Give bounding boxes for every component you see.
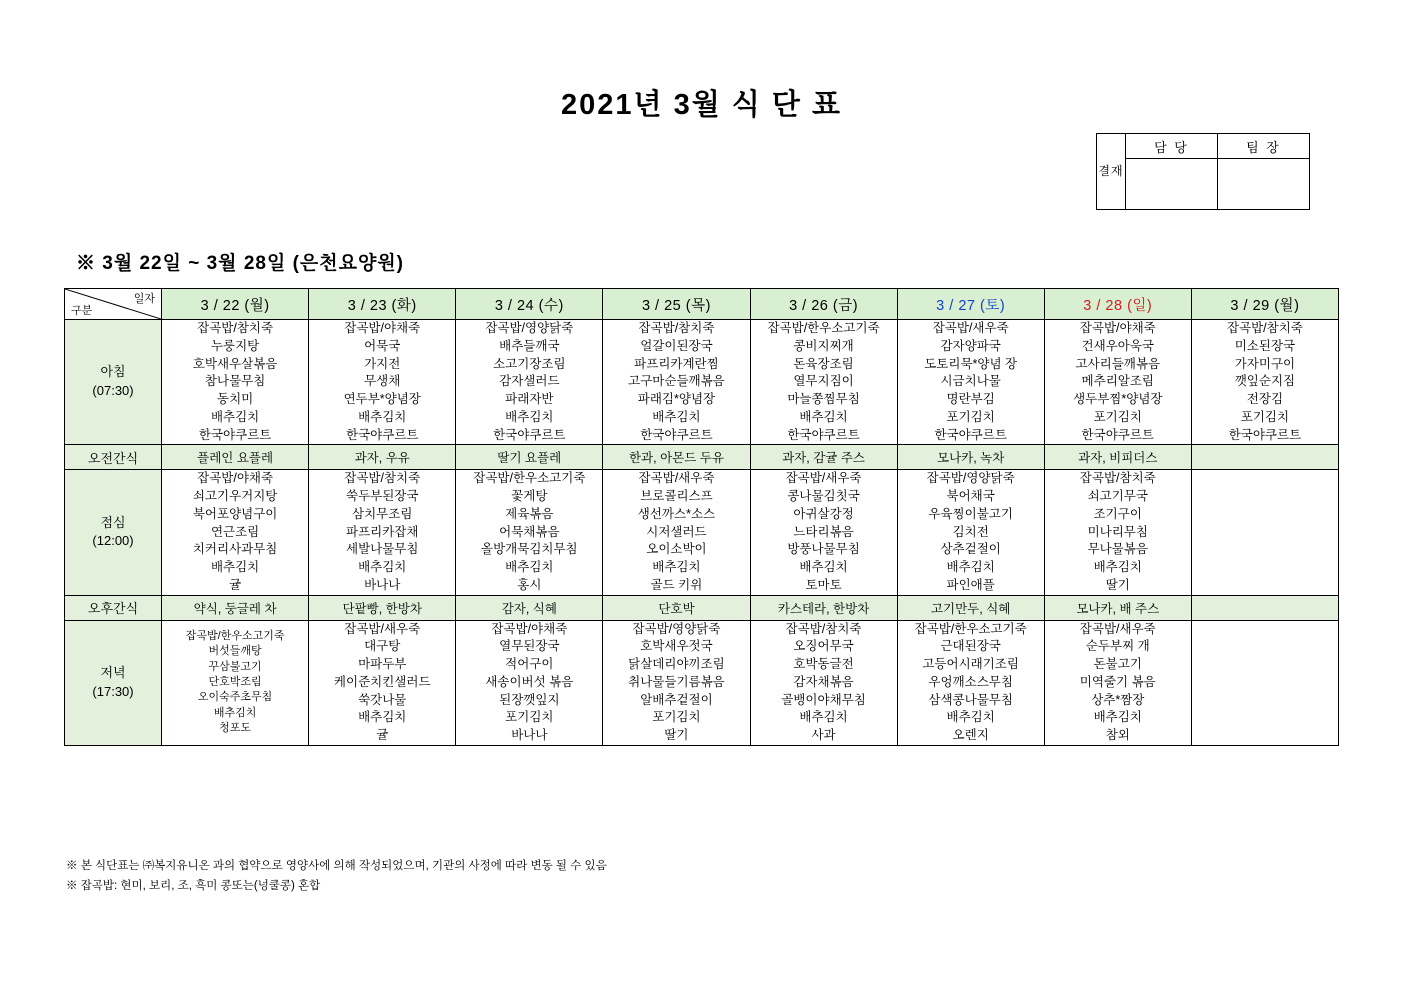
approval-signature-manager: [1218, 159, 1310, 210]
menu-item: 배추김치: [213, 706, 257, 719]
footnote-1: ※ 잡곡밥: 현미, 보리, 조, 흑미 콩또는(넝쿨콩) 혼합: [66, 879, 321, 892]
menu-item: 잡곡밥/한우소고기죽: [473, 471, 586, 486]
menu-item: 파래자반: [505, 392, 554, 406]
approval-box: [1096, 133, 1310, 210]
menu-item: 잡곡밥/참치죽: [197, 321, 274, 335]
menu-item: 돈육장조림: [793, 356, 854, 371]
menu-item: 잡곡밥/참치죽: [1226, 321, 1303, 335]
menu-cell-dinner-7: [1191, 620, 1338, 745]
day-header-6: 3 / 28 (일): [1044, 289, 1191, 320]
menu-cell-lunch-2: [456, 470, 603, 595]
menu-cell-breakfast-2: [456, 320, 603, 445]
menu-item: 사과: [811, 728, 836, 742]
menu-cell-lunch-1: [309, 470, 456, 595]
menu-item: 포기김치: [1093, 409, 1142, 424]
menu-item: 어묵채볶음: [499, 524, 560, 539]
row-label-lunch: [65, 470, 162, 595]
menu-cell-dinner-1: [309, 620, 456, 745]
day-header-3: 3 / 25 (목): [603, 289, 750, 320]
menu-item: 상추*짬장: [1091, 692, 1145, 707]
row-label-dinner-time: (17:30): [92, 683, 134, 699]
menu-cell-morning-snack-3: 한과, 아몬드 두유: [603, 445, 750, 470]
menu-item: 배추김치: [652, 560, 701, 574]
menu-item: 배추김치: [505, 409, 554, 424]
header-corner-cell: [65, 289, 162, 320]
menu-cell-afternoon-snack-6: 모나카, 배 주스: [1044, 595, 1191, 620]
menu-item: 한국야쿠르트: [1228, 427, 1302, 442]
menu-item: 배추김치: [210, 560, 260, 574]
menu-item: 상추겉절이: [940, 542, 1001, 557]
menu-item: 방풍나물무침: [787, 542, 860, 557]
menu-item: 배추김치: [946, 560, 995, 574]
menu-item: 잡곡밥/새우죽: [344, 621, 421, 636]
menu-item: 포기김치: [946, 409, 995, 424]
menu-item: 배추김치: [358, 560, 407, 574]
menu-cell-lunch-3: [603, 470, 750, 595]
menu-item: 잡곡밥/영양닭죽: [926, 471, 1015, 486]
menu-item: 북어포양념구이: [192, 506, 278, 521]
menu-cell-dinner-5: [897, 620, 1044, 745]
menu-item: 고등어시래기조림: [922, 657, 1019, 671]
day-header-1: 3 / 23 (화): [309, 289, 456, 320]
menu-item: 대구탕: [364, 639, 401, 654]
menu-item: 잡곡밥/한우소고기죽: [914, 621, 1027, 636]
page-title: 2021년 3월 식 단 표: [561, 89, 842, 121]
menu-item: 쇠고기무국: [1087, 489, 1148, 503]
menu-cell-morning-snack-5: 모나카, 녹차: [897, 445, 1044, 470]
menu-cell-morning-snack-7: [1191, 445, 1338, 470]
menu-item: 잡곡밥/야채죽: [491, 621, 568, 636]
menu-cell-afternoon-snack-7: [1191, 595, 1338, 620]
menu-item: 한국야쿠르트: [346, 427, 419, 442]
menu-item: 된장깻잎지: [499, 692, 560, 707]
menu-cell-morning-snack-2: 딸기 요플레: [456, 445, 603, 470]
menu-item: 제육볶음: [505, 506, 554, 521]
menu-item: 고구마순들깨볶음: [628, 374, 725, 389]
menu-item: 귤: [376, 728, 389, 742]
menu-item: 쑥갓나물: [358, 692, 407, 707]
menu-item: 호박동글전: [793, 657, 854, 671]
menu-cell-afternoon-snack-1: 단팥빵, 한방차: [309, 595, 456, 620]
menu-item: 단호박조림: [208, 675, 262, 688]
menu-item: 귤: [229, 577, 242, 592]
menu-item: 포기김치: [505, 710, 554, 725]
weekly-menu-table: [64, 288, 1339, 746]
menu-item: 취나물들기름볶음: [628, 674, 725, 689]
menu-item: 한국야쿠르트: [640, 427, 713, 442]
menu-item: 파인애플: [946, 577, 995, 592]
menu-item: 배추김치: [1093, 560, 1142, 574]
row-label-lunch-name: 점심: [100, 514, 126, 530]
menu-item: 시저샐러드: [646, 524, 707, 539]
row-label-morning-snack: 오전간식: [65, 445, 162, 470]
menu-item: 순두부찌 개: [1085, 639, 1150, 654]
menu-cell-afternoon-snack-2: 감자, 식혜: [456, 595, 603, 620]
menu-item: 올방개묵김치무침: [481, 542, 578, 557]
menu-item: 배추김치: [210, 409, 260, 424]
menu-item: 쑥두부된장국: [346, 489, 419, 503]
menu-cell-breakfast-1: [309, 320, 456, 445]
menu-item: 딸기: [664, 728, 689, 742]
menu-item: 잡곡밥/야채죽: [1079, 321, 1156, 335]
menu-item: 한국야쿠르트: [198, 427, 272, 442]
day-header-2: 3 / 24 (수): [456, 289, 603, 320]
menu-item: 전장김: [1246, 392, 1284, 406]
table-row-breakfast: [65, 320, 1339, 445]
menu-item: 바나나: [511, 728, 548, 742]
menu-item: 감자양파국: [940, 338, 1001, 353]
menu-item: 버섯들깨탕: [208, 645, 262, 658]
menu-item: 오렌지: [952, 728, 989, 742]
menu-cell-breakfast-5: [897, 320, 1044, 445]
menu-item: 고사리들깨볶음: [1075, 356, 1161, 371]
row-label-dinner-name: 저녁: [100, 664, 126, 680]
row-label-breakfast-time: (07:30): [92, 383, 134, 399]
menu-item: 잡곡밥/새우죽: [932, 321, 1009, 335]
row-label-afternoon-snack: 오후간식: [65, 595, 162, 620]
table-row-morning-snack: [65, 445, 1339, 470]
row-label-dinner: [65, 620, 162, 745]
menu-item: 무생채: [364, 374, 401, 389]
menu-item: 마파두부: [358, 657, 407, 671]
menu-item: 잡곡밥/참치죽: [785, 621, 862, 636]
approval-header-manager: 팀 장: [1218, 134, 1310, 159]
menu-item: 가지전: [364, 356, 401, 371]
menu-item: 포기김치: [652, 710, 701, 725]
menu-item: 잡곡밥/참치죽: [1079, 471, 1156, 486]
menu-cell-dinner-4: [750, 620, 897, 745]
menu-item: 브로콜리스프: [640, 489, 713, 503]
menu-cell-afternoon-snack-3: 단호박: [603, 595, 750, 620]
menu-item: 우엉깨소스무침: [928, 674, 1013, 689]
menu-item: 닭살데리야끼조림: [628, 657, 725, 671]
menu-item: 꽃게탕: [511, 489, 548, 503]
menu-item: 소고기장조림: [493, 356, 566, 371]
menu-cell-morning-snack-0: 플레인 요플레: [162, 445, 309, 470]
menu-item: 가자미구이: [1234, 356, 1296, 371]
menu-item: 콩나물김칫국: [787, 489, 860, 503]
menu-item: 마늘쫑찜무침: [787, 392, 860, 406]
menu-item: 잡곡밥/새우죽: [638, 471, 715, 486]
menu-item: 잡곡밥/참치죽: [344, 471, 421, 486]
menu-cell-morning-snack-1: 과자, 우유: [309, 445, 456, 470]
menu-item: 누룽지탕: [210, 338, 260, 353]
menu-cell-breakfast-6: [1044, 320, 1191, 445]
menu-item: 골뱅이야채무침: [781, 692, 866, 707]
menu-item: 얼갈이된장국: [640, 338, 713, 353]
menu-item: 무나물볶음: [1087, 542, 1148, 557]
menu-cell-lunch-6: [1044, 470, 1191, 595]
menu-item: 포기김치: [1240, 409, 1290, 424]
row-label-breakfast: [65, 320, 162, 445]
menu-item: 치커리사과무침: [192, 542, 278, 557]
menu-item: 토마토: [805, 577, 842, 592]
menu-item: 근대된장국: [940, 639, 1001, 654]
menu-cell-morning-snack-6: 과자, 비피더스: [1044, 445, 1191, 470]
menu-item: 감자채볶음: [793, 674, 854, 689]
menu-item: 도토리묵*양념 장: [924, 356, 1018, 371]
menu-item: 삼치무조림: [352, 506, 413, 521]
menu-item: 우육찡이불고기: [928, 506, 1013, 521]
menu-item: 배추김치: [799, 409, 848, 424]
menu-item: 오이소박이: [646, 542, 707, 557]
menu-item: 배추김치: [358, 409, 407, 424]
menu-item: 삼색콩나물무침: [928, 692, 1013, 707]
approval-stamp-label-char1: 결재: [1098, 164, 1124, 178]
menu-cell-breakfast-0: [162, 320, 309, 445]
menu-item: 한국야쿠르트: [787, 427, 860, 442]
menu-item: 청포도: [219, 722, 252, 735]
menu-item: 바나나: [364, 577, 401, 592]
approval-stamp-label: [1097, 134, 1126, 210]
day-header-4: 3 / 26 (금): [750, 289, 897, 320]
menu-item: 배추들깨국: [499, 338, 560, 353]
menu-item: 홍시: [517, 577, 542, 592]
menu-item: 골드 키위: [650, 577, 703, 592]
menu-item: 호박새우젓국: [640, 639, 713, 654]
footnotes: [66, 857, 607, 896]
menu-item: 잡곡밥/한우소고기죽: [767, 321, 880, 335]
menu-item: 새송이버섯 볶음: [485, 674, 574, 689]
menu-item: 미소된장국: [1234, 338, 1296, 353]
menu-item: 오이숙주초무침: [197, 691, 273, 704]
menu-item: 깻잎순지짐: [1234, 374, 1296, 389]
menu-item: 시금치나물: [940, 374, 1001, 389]
menu-item: 파프리카계란찜: [634, 356, 719, 371]
menu-item: 파프리카잡채: [346, 524, 419, 539]
menu-item: 참외: [1105, 728, 1130, 742]
menu-item: 한국야쿠르트: [493, 427, 566, 442]
menu-item: 잡곡밥/새우죽: [785, 471, 862, 486]
menu-item: 쇠고기우거지탕: [192, 489, 278, 503]
menu-item: 배추김치: [505, 560, 554, 574]
menu-item: 꾸삼불고기: [208, 660, 262, 673]
menu-item: 잡곡밥/새우죽: [1079, 621, 1156, 636]
menu-cell-lunch-4: [750, 470, 897, 595]
menu-cell-morning-snack-4: 과자, 감귤 주스: [750, 445, 897, 470]
menu-cell-breakfast-7: [1191, 320, 1338, 445]
table-row-afternoon-snack: [65, 595, 1339, 620]
menu-item: 생선까스*소스: [637, 506, 716, 521]
menu-item: 한국야쿠르트: [934, 427, 1007, 442]
footnote-0: ※ 본 식단표는 ㈜복지유니온 과의 협약으로 영양사에 의해 작성되었으며, 기관의 사정에 따라 변동 될 수 있음: [66, 860, 607, 872]
menu-item: 아귀살강정: [793, 506, 854, 521]
menu-item: 감자샐러드: [499, 374, 560, 389]
menu-item: 어묵국: [364, 338, 401, 353]
menu-item: 케이준치킨샐러드: [333, 674, 431, 689]
menu-item: 북어채국: [946, 489, 995, 503]
menu-item: 딸기: [1105, 577, 1130, 592]
menu-item: 세발나물무침: [346, 542, 419, 557]
row-label-breakfast-name: 아침: [100, 364, 126, 380]
menu-item: 배추김치: [1093, 710, 1142, 725]
menu-cell-lunch-0: [162, 470, 309, 595]
menu-item: 잡곡밥/야채죽: [197, 471, 274, 486]
menu-cell-dinner-0: [162, 620, 309, 745]
menu-item: 명란부김: [946, 392, 995, 406]
menu-item: 배추김치: [652, 409, 701, 424]
approval-header-staff: 담 당: [1126, 134, 1218, 159]
menu-item: 연근조림: [210, 524, 260, 539]
menu-cell-dinner-2: [456, 620, 603, 745]
menu-cell-dinner-3: [603, 620, 750, 745]
menu-item: 잡곡밥/한우소고기죽: [185, 629, 285, 642]
table-row-dinner: [65, 620, 1339, 745]
header-corner-date-label: 일자: [133, 293, 156, 305]
menu-item: 잡곡밥/영양닭죽: [485, 321, 574, 335]
approval-signature-staff: [1126, 159, 1218, 210]
menu-cell-afternoon-snack-4: 카스테라, 한방차: [750, 595, 897, 620]
row-label-lunch-time: (12:00): [92, 533, 134, 549]
table-header-row: [65, 289, 1339, 320]
menu-item: 호박새우살볶음: [192, 356, 278, 371]
day-header-0: 3 / 22 (월): [162, 289, 309, 320]
menu-item: 오징어무국: [793, 639, 854, 654]
menu-item: 잡곡밥/영양닭죽: [632, 621, 721, 636]
menu-item: 미나리무침: [1087, 524, 1148, 539]
period-range: ※ 3월 22일 ~ 3월 28일 (은천요양원): [76, 253, 405, 274]
menu-item: 배추김치: [799, 560, 848, 574]
menu-item: 참나물무침: [204, 374, 266, 389]
menu-cell-afternoon-snack-5: 고기만두, 식혜: [897, 595, 1044, 620]
menu-item: 배추김치: [946, 710, 995, 725]
menu-item: 알배추겉절이: [640, 692, 713, 707]
menu-item: 김치전: [952, 524, 989, 539]
menu-item: 한국야쿠르트: [1081, 427, 1154, 442]
menu-item: 연두부*양념장: [343, 392, 421, 406]
menu-item: 건새우아욱국: [1081, 338, 1154, 353]
menu-item: 배추김치: [799, 710, 848, 725]
menu-item: 배추김치: [358, 710, 407, 725]
menu-item: 열무지짐이: [793, 374, 854, 389]
menu-item: 생두부찜*양념장: [1073, 392, 1163, 406]
menu-cell-lunch-7: [1191, 470, 1338, 595]
menu-item: 파래김*양념장: [637, 392, 716, 406]
table-row-lunch: [65, 470, 1339, 595]
menu-cell-breakfast-3: [603, 320, 750, 445]
menu-item: 콩비지찌개: [793, 338, 854, 353]
menu-item: 열무된장국: [499, 639, 560, 654]
day-header-7: 3 / 29 (월): [1191, 289, 1338, 320]
menu-cell-breakfast-4: [750, 320, 897, 445]
menu-cell-dinner-6: [1044, 620, 1191, 745]
day-header-5: 3 / 27 (토): [897, 289, 1044, 320]
menu-cell-afternoon-snack-0: 약식, 둥글레 차: [162, 595, 309, 620]
menu-item: 잡곡밥/야채죽: [344, 321, 421, 335]
menu-item: 조기구이: [1093, 506, 1142, 521]
menu-item: 잡곡밥/참치죽: [638, 321, 715, 335]
header-corner-category-label: 구분: [71, 305, 93, 317]
menu-item: 적어구이: [505, 657, 554, 671]
menu-item: 느타리볶음: [793, 524, 854, 539]
menu-cell-lunch-5: [897, 470, 1044, 595]
menu-item: 동치미: [217, 392, 254, 406]
menu-item: 돈불고기: [1093, 657, 1142, 671]
menu-item: 미역줄기 볶음: [1079, 674, 1156, 689]
menu-item: 메추리알조림: [1081, 374, 1154, 389]
